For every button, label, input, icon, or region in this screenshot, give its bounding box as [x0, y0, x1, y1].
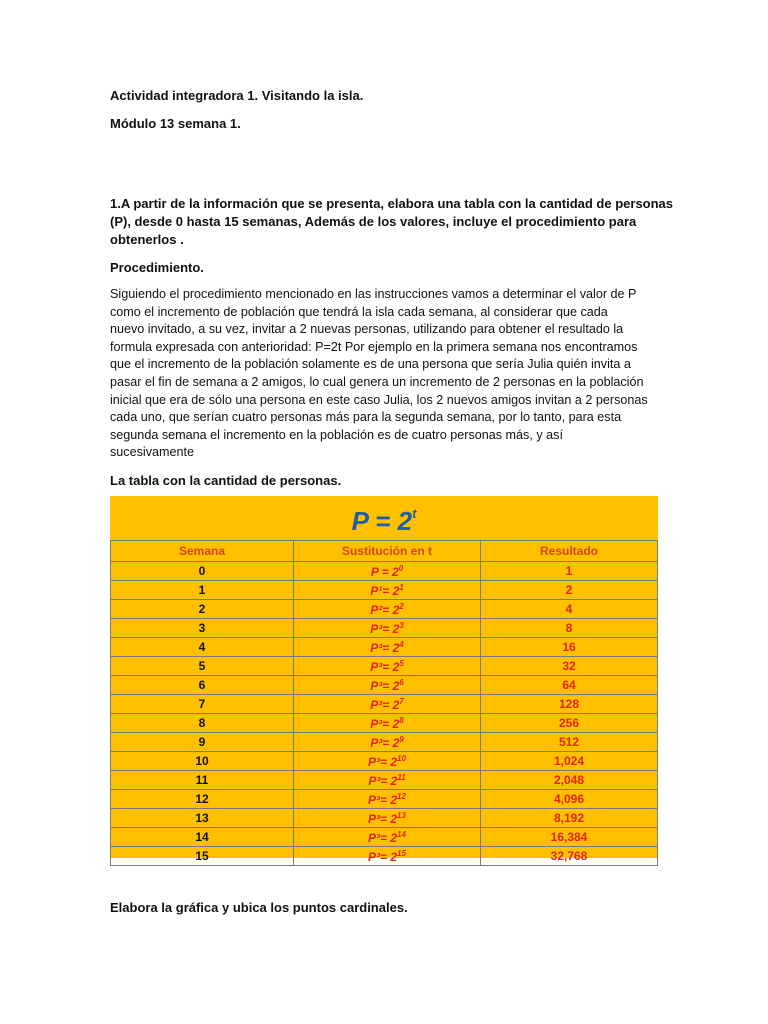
cell-sustitucion — [294, 809, 481, 828]
cell-semana: 5 — [111, 657, 294, 676]
sustitucion-base: P³= 2 — [368, 754, 398, 769]
sustitucion-exponent: 7 — [399, 696, 404, 706]
formula-title — [110, 496, 658, 540]
cell-sustitucion — [294, 562, 481, 581]
question-line: obtenerlos . — [110, 232, 184, 247]
table-row — [111, 771, 658, 790]
table-row — [111, 828, 658, 847]
closing-text: Elabora la gráfica y ubica los puntos cardinales. — [110, 900, 408, 915]
sustitucion-base: P²= 2 — [370, 602, 400, 617]
cell-resultado: 8 — [481, 619, 658, 638]
module-label: Módulo 13 semana 1. — [110, 116, 241, 131]
cell-semana: 1 — [111, 581, 294, 600]
procedure-line: cada uno, que serían cuatro personas más para la segunda semana, por lo tanto, para esta — [110, 410, 622, 425]
table-row — [111, 638, 658, 657]
table-row — [111, 562, 658, 581]
cell-semana: 11 — [111, 771, 294, 790]
procedure-line: pasar el fin de semana a 2 amigos, lo cual genera un incremento de 2 personas en la población — [110, 374, 644, 389]
cell-resultado: 128 — [481, 695, 658, 714]
table-row — [111, 714, 658, 733]
sustitucion-exponent: 3 — [399, 620, 404, 630]
sustitucion-base: P = 2 — [370, 564, 399, 579]
cell-sustitucion — [294, 771, 481, 790]
sustitucion-base: P³= 2 — [368, 849, 398, 864]
table-row — [111, 600, 658, 619]
cell-semana: 12 — [111, 790, 294, 809]
cell-resultado: 64 — [481, 676, 658, 695]
sustitucion-exponent: 0 — [398, 563, 404, 573]
sustitucion-exponent: 12 — [397, 791, 406, 801]
cell-sustitucion — [294, 676, 481, 695]
data-table — [110, 540, 658, 866]
cell-semana: 6 — [111, 676, 294, 695]
cell-resultado: 256 — [481, 714, 658, 733]
cell-sustitucion — [294, 581, 481, 600]
cell-sustitucion — [294, 638, 481, 657]
table-row — [111, 657, 658, 676]
header-sustitucion: Sustitución en t — [294, 541, 481, 562]
procedure-heading: Procedimiento. — [110, 260, 204, 275]
cell-resultado: 16,384 — [481, 828, 658, 847]
cell-semana: 4 — [111, 638, 294, 657]
cell-sustitucion — [294, 790, 481, 809]
question-line: (P), desde 0 hasta 15 semanas, Además de los valores, incluye el procedimiento para — [110, 214, 637, 229]
sustitucion-base: P³= 2 — [370, 678, 400, 693]
table-row — [111, 809, 658, 828]
table-caption: La tabla con la cantidad de personas. — [110, 473, 342, 488]
sustitucion-base: P³= 2 — [370, 621, 400, 636]
cell-semana: 8 — [111, 714, 294, 733]
sustitucion-base: P³= 2 — [368, 773, 398, 788]
cell-sustitucion — [294, 714, 481, 733]
procedure-line: Siguiendo el procedimiento mencionado en las instrucciones vamos a determinar el valor de P — [110, 287, 637, 301]
sustitucion-exponent: 11 — [397, 772, 406, 782]
question-line: 1.A partir de la información que se presenta, elabora una tabla con la cantidad de personas — [110, 196, 674, 211]
sustitucion-exponent: 14 — [397, 829, 406, 839]
table-row — [111, 733, 658, 752]
population-table — [110, 496, 658, 864]
cell-resultado: 2 — [481, 581, 658, 600]
sustitucion-exponent: 2 — [399, 601, 404, 611]
sustitucion-base: P³= 2 — [370, 697, 400, 712]
sustitucion-base: P³= 2 — [368, 792, 398, 807]
cell-sustitucion — [294, 828, 481, 847]
procedure-line: sucesivamente — [110, 445, 194, 460]
cell-sustitucion — [294, 752, 481, 771]
procedure-paragraph — [110, 286, 655, 462]
question-text — [110, 195, 674, 249]
procedure-line: formula expresada con anterioridad: P=2t Por ejemplo en la primera semana nos encontramos — [110, 339, 638, 354]
formula-exponent: t — [412, 506, 417, 521]
cell-resultado: 1 — [481, 562, 658, 581]
cell-sustitucion — [294, 657, 481, 676]
sustitucion-exponent: 1 — [399, 582, 404, 592]
procedure-line: nuevo invitado, a su vez, invitar a 2 nuevas personas, utilizando para obtener el resultado la — [110, 322, 624, 337]
cell-semana: 15 — [111, 847, 294, 866]
sustitucion-base: P³= 2 — [370, 735, 400, 750]
cell-semana: 0 — [111, 562, 294, 581]
cell-sustitucion — [294, 847, 481, 866]
table-body — [111, 562, 658, 866]
cell-sustitucion — [294, 695, 481, 714]
cell-sustitucion — [294, 733, 481, 752]
sustitucion-base: P³= 2 — [368, 830, 398, 845]
sustitucion-exponent: 5 — [399, 658, 404, 668]
procedure-line: segunda semana el incremento en la población es de cuatro personas más, y así — [110, 427, 563, 442]
sustitucion-base: P³= 2 — [370, 659, 400, 674]
table-row — [111, 790, 658, 809]
sustitucion-exponent: 9 — [399, 734, 404, 744]
sustitucion-exponent: 8 — [399, 715, 404, 725]
cell-resultado: 4 — [481, 600, 658, 619]
cell-resultado: 2,048 — [481, 771, 658, 790]
table-row — [111, 581, 658, 600]
sustitucion-exponent: 15 — [397, 848, 406, 858]
table-header-row — [111, 541, 658, 562]
procedure-line: que el incremento de la población solamente es de una persona que sería Julia quién invita a — [110, 357, 631, 372]
cell-semana: 10 — [111, 752, 294, 771]
sustitucion-base: P³= 2 — [370, 716, 400, 731]
cell-semana: 14 — [111, 828, 294, 847]
cell-semana: 7 — [111, 695, 294, 714]
cell-resultado: 4,096 — [481, 790, 658, 809]
cell-resultado: 32 — [481, 657, 658, 676]
cell-sustitucion — [294, 600, 481, 619]
procedure-line: inicial que era de sólo una persona en este caso Julia, los 2 nuevos amigos invitan a 2 personas — [110, 392, 648, 407]
cell-semana: 9 — [111, 733, 294, 752]
document-title: Actividad integradora 1. Visitando la isla. — [110, 88, 364, 103]
cell-resultado: 32,768 — [481, 847, 658, 866]
cell-resultado: 16 — [481, 638, 658, 657]
table-row — [111, 619, 658, 638]
table-row — [111, 847, 658, 866]
cell-semana: 13 — [111, 809, 294, 828]
formula-base: P = 2 — [351, 506, 413, 536]
cell-semana: 3 — [111, 619, 294, 638]
sustitucion-exponent: 10 — [397, 753, 406, 763]
header-resultado: Resultado — [481, 541, 658, 562]
cell-resultado: 1,024 — [481, 752, 658, 771]
cell-sustitucion — [294, 619, 481, 638]
cell-semana: 2 — [111, 600, 294, 619]
cell-resultado: 8,192 — [481, 809, 658, 828]
sustitucion-exponent: 13 — [397, 810, 406, 820]
table-row — [111, 676, 658, 695]
sustitucion-base: P³= 2 — [370, 640, 400, 655]
cell-resultado: 512 — [481, 733, 658, 752]
sustitucion-base: P¹= 2 — [370, 583, 400, 598]
header-semana: Semana — [111, 541, 294, 562]
table-row — [111, 752, 658, 771]
table-row — [111, 695, 658, 714]
sustitucion-exponent: 6 — [399, 677, 404, 687]
sustitucion-base: P³= 2 — [368, 811, 398, 826]
procedure-line: como el incremento de población que tendrá la isla cada semana, al considerar que cada — [110, 304, 608, 319]
sustitucion-exponent: 4 — [399, 639, 404, 649]
